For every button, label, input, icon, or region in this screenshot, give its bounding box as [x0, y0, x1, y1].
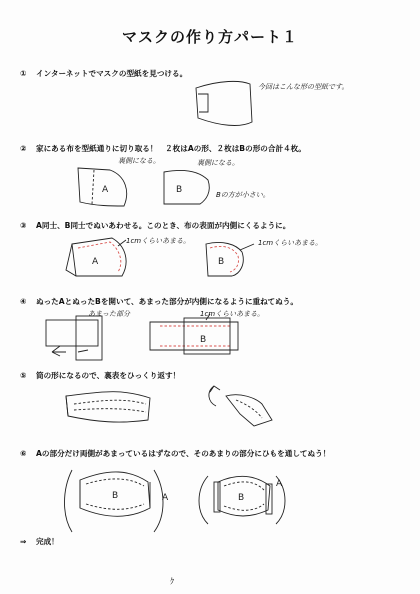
step-text: A同士、B同士でぬいあわせる。このとき、布の表面が内側にくるように。: [36, 221, 291, 230]
overlapped-drawing: [150, 314, 238, 354]
note-b-smaller: Bの方が小さい。: [216, 191, 270, 199]
label-a: A: [102, 185, 109, 195]
note-extra-part: あまった部分: [88, 310, 130, 318]
final-text: 完成！: [36, 537, 59, 546]
step-number: ⑥: [20, 449, 27, 458]
step-text: 筒の形になるので、裏表をひっくり返す！: [36, 371, 181, 380]
label-a: A: [276, 479, 283, 489]
step-number: ④: [20, 297, 27, 306]
step-number: ⑤: [20, 371, 27, 380]
string-right-drawing: [199, 476, 285, 524]
step-text: インターネットでマスクの型紙を見つける。: [36, 69, 188, 78]
note-back-b: 裏側になる。: [197, 159, 239, 167]
sewn-a-drawing: [66, 238, 126, 276]
note-margin-a: 1cmくらいあまる。: [126, 237, 191, 245]
open-pieces-drawing: [46, 316, 102, 360]
piece-a-drawing: [78, 168, 127, 206]
note-back-a: 裏側になる。: [118, 157, 160, 165]
label-b: B: [176, 185, 183, 195]
note-margin-4: 1cmくらいあまる。: [200, 310, 265, 318]
page-mark: ｸ: [170, 577, 174, 586]
page-title: マスクの作り方パート１: [121, 28, 298, 46]
string-left-drawing: [65, 470, 170, 532]
pattern-drawing: [196, 81, 252, 125]
sewn-b-drawing: [206, 242, 254, 276]
flip-drawing: [209, 386, 272, 426]
step-number: ②: [20, 144, 27, 153]
step-text: 家にある布を型紙通りに切り取る！ ２枚はAの形、２枚はBの形の合計４枚。: [36, 144, 306, 153]
piece-b-drawing: [164, 170, 209, 204]
label-b: B: [200, 335, 207, 345]
step-number: ①: [20, 69, 27, 78]
label-b: B: [112, 491, 119, 501]
label-a: A: [162, 493, 169, 503]
note-margin-b: 1cmくらいあまる。: [258, 239, 323, 247]
note-pattern: 今回はこんな形の型紙です。: [258, 83, 349, 91]
label-a: A: [92, 257, 99, 267]
step-text: ぬったAとぬったBを開いて、あまった部分が内側になるように重ねてぬう。: [36, 297, 298, 306]
label-b: B: [238, 493, 245, 503]
step-number: ③: [20, 221, 27, 230]
tube-drawing: [66, 392, 150, 422]
arrow-icon: ⇒: [20, 537, 27, 546]
label-b: B: [218, 257, 225, 267]
step-text: Aの部分だけ両側があまっているはずなので、そのあまりの部分にひもを通してぬう！: [36, 449, 331, 458]
